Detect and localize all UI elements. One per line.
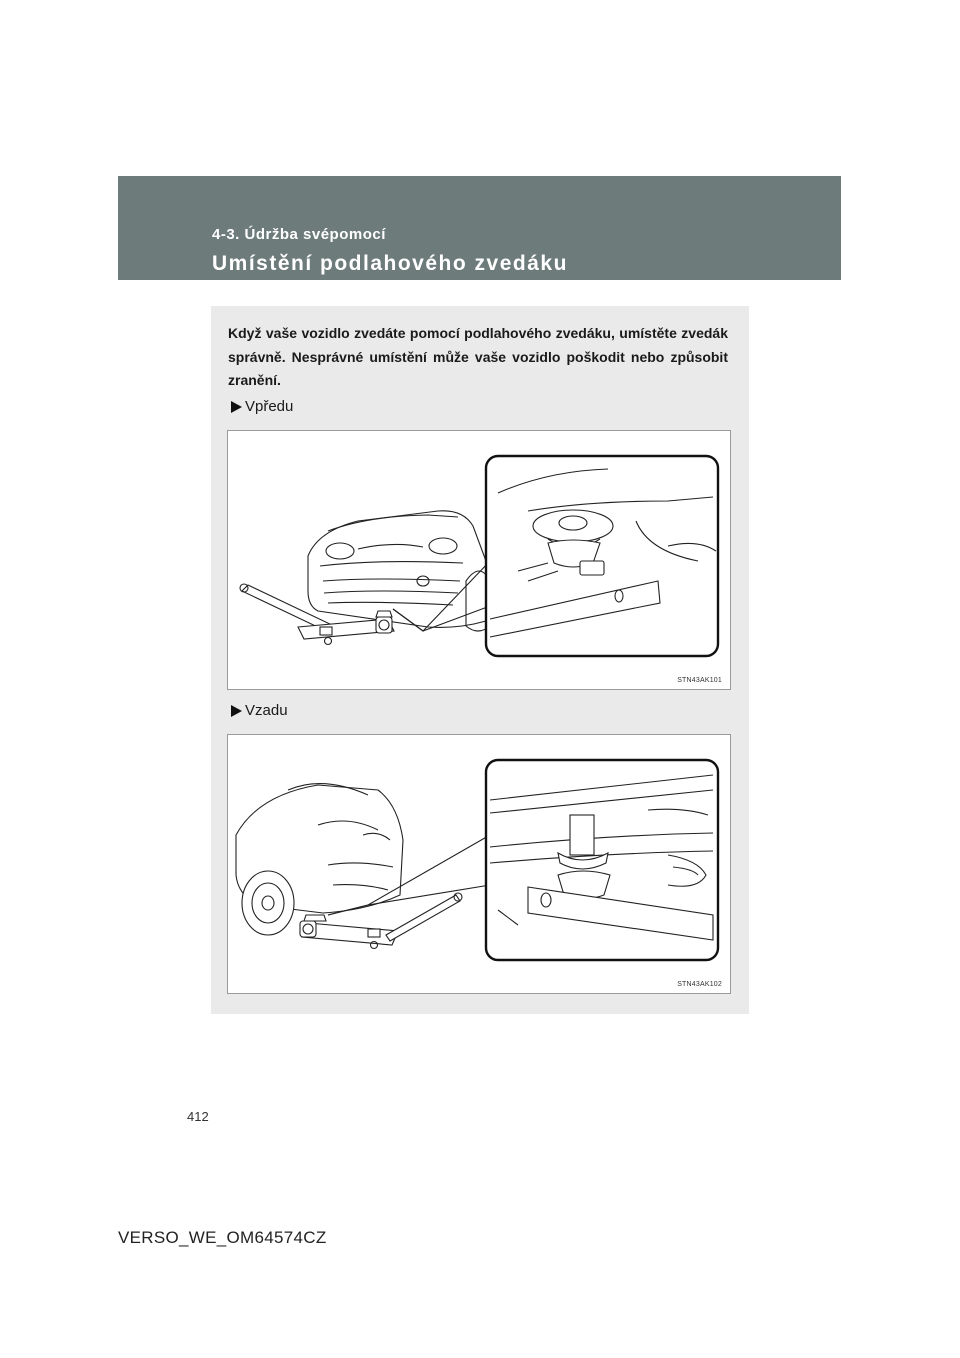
document-code: VERSO_WE_OM64574CZ: [118, 1228, 327, 1247]
page-number: 412: [187, 1109, 209, 1124]
intro-text: Když vaše vozidlo zvedáte pomocí podlahového zvedáku, umístěte zvedák správně. Nesprávné umístění může vaše vozidlo poškodit nebo způsobit zranění.: [228, 325, 728, 388]
rear-subheading: [231, 702, 288, 719]
rear-jack-figure: [227, 734, 731, 994]
rear-label: Vzadu: [245, 702, 288, 719]
rear-figure-code: STN43AK102: [677, 981, 722, 988]
front-jack-illustration: [228, 431, 730, 689]
triangle-bullet-icon: [231, 705, 242, 717]
content-panel: [211, 306, 749, 1014]
section-header: [118, 176, 841, 280]
front-subheading: [231, 398, 293, 415]
front-jack-figure: [227, 430, 731, 690]
front-figure-code: STN43AK101: [677, 677, 722, 684]
page-title: Umístění podlahového zvedáku: [212, 252, 568, 275]
section-label: 4-3. Údržba svépomocí: [212, 226, 386, 243]
triangle-bullet-icon: [231, 401, 242, 413]
front-label: Vpředu: [245, 398, 294, 415]
rear-jack-illustration: [228, 735, 730, 993]
